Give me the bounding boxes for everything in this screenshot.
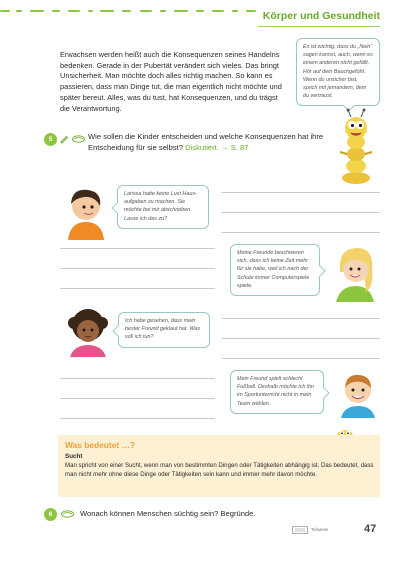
task-5-text — [88, 131, 328, 153]
answer-line[interactable] — [222, 358, 380, 359]
info-box-title: Was bedeutet …? — [65, 440, 135, 450]
answer-line[interactable] — [222, 338, 380, 339]
answer-line[interactable] — [222, 212, 380, 213]
intro-text: Erwachsen werden heißt auch die Konsequenzen seines Handelns bedenken. Gerade in der Pubertät verändert sich vieles. Das bringt Unsicherheit. Man möchte doch alles richtig machen. So kann es passieren, dass man Dinge tut, die man eigentlich nicht möchte und später bereut. Alles, was du tust, hat Konsequenzen, und du trägst die Verantwortung. — [60, 50, 282, 113]
worm-speech-bubble — [296, 38, 380, 106]
answer-line[interactable] — [222, 192, 380, 193]
answer-line[interactable] — [60, 288, 215, 289]
page-number: 47 — [364, 523, 377, 535]
answer-line[interactable] — [60, 418, 215, 419]
partner-work-icon — [72, 135, 85, 143]
speech-bubble-1-text: Larissa hatte keine Lust Haus-aufgaben zu machen. Sie möchte bei mir abschreiben. Lasse ich das zu? — [124, 191, 197, 222]
worm-bubble-text: Es ist wichtig, dass du „Nein“ sagen kannst, auch, wenn es einem anderen nicht gefällt. Hör auf dein Bauchgefühl. Wenn du unsicher bist, sprich mit jemandem, dem du vertraust. — [303, 44, 373, 100]
footer-label: Teilweise — [311, 527, 329, 532]
answer-line[interactable] — [60, 378, 215, 379]
answer-line[interactable] — [222, 318, 380, 319]
speech-bubble-4-text: Mein Freund spielt schlecht Fußball. Deshalb möchte ich ihn im Sportunterricht nicht in mein Team wählen. — [237, 376, 315, 407]
task-6-number: 6 — [44, 508, 57, 521]
partner-work-icon — [61, 510, 74, 518]
task-5-number: 5 — [44, 133, 57, 146]
girl-avatar-1 — [330, 242, 380, 302]
chapter-title: Körper und Gesundheit — [262, 10, 380, 22]
speech-bubble-2 — [230, 244, 320, 296]
info-box-term: Sucht — [65, 453, 83, 460]
info-box — [58, 435, 380, 497]
speech-bubble-3-text: Ich habe gesehen, dass mein bester Freund geklaut hat. Was soll ich tun? — [125, 318, 201, 341]
speech-bubble-1 — [117, 185, 209, 229]
speech-bubble-3 — [118, 312, 210, 348]
boy-avatar-2 — [336, 366, 380, 418]
boy-avatar-1 — [62, 182, 110, 240]
task-5-question: Wie sollen die Kinder entscheiden und welche Konsequenzen hat ihre Entscheidung für sie selbst? — [88, 132, 324, 152]
task-5-page-ref: → S. 87 — [221, 143, 249, 152]
task-5-discuss: Diskutiert. — [185, 143, 219, 152]
worm-mascot-icon — [336, 108, 376, 186]
answer-line[interactable] — [222, 232, 380, 233]
header-decoration — [0, 8, 270, 16]
title-rule — [258, 26, 380, 27]
media-icon — [292, 526, 308, 534]
girl-avatar-2 — [62, 305, 112, 357]
speech-bubble-4 — [230, 370, 324, 414]
task-6-text: Wonach können Menschen süchtig sein? Begründe. — [80, 509, 256, 518]
answer-line[interactable] — [60, 268, 215, 269]
answer-line[interactable] — [60, 248, 215, 249]
pencil-icon — [59, 134, 69, 144]
speech-bubble-2-text: Meine Freunde beschweren sich, dass ich keine Zeit mehr für sie habe, weil ich nach der Schule immer Computerspiele spiele. — [237, 250, 310, 289]
answer-line[interactable] — [60, 398, 215, 399]
info-box-text: Man spricht von einer Sucht, wenn man von bestimmten Dingen oder Tätigkeiten abhängig ist. Das bedeutet, dass man nicht mehr ohne diese Dinge oder Tätigkeiten sein kann und immer mehr davon möchte. — [65, 462, 374, 478]
